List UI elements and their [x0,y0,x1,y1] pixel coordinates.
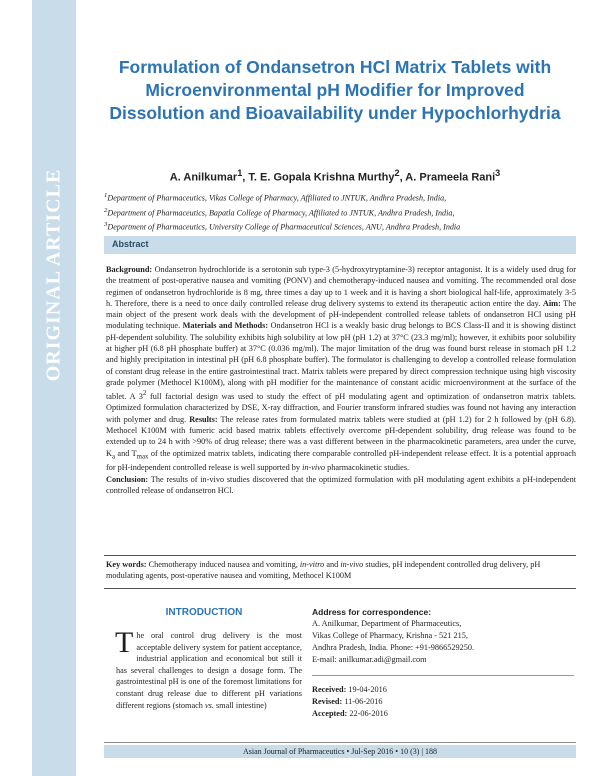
abstract-paragraph: Background: Ondansetron hydrochloride is a serotonin sub type-3 (5-hydroxytryptamine-3) receptor antagonist. It is a widely used drug for the treatment of post-operative nausea and vomiting (PONV) and chemotherapy-induced nausea and vomiting. The recommended oral dose regimen of ondansetron hydrochloride is 8 mg, three times a day up to 1 week and it is having a short biological half-life, approximately 3-5 h. Therefore, there is a need to once daily controlled release drug delivery systems to extend its therapeutic action entire the day. Aim: The main object of the present work deals with the development of pH-independent controlled release tablets of ondansetron HCl using pH modulating technique. Materials and Methods: Ondansetron HCl is a weakly basic drug belongs to BCS Class-II and it is showing distinct pH-dependent solubility. The solubility exhibits high solubility at low pH (pH 1.2) at 37°C (23.3 mg/ml); however, it exhibits poor solubility at higher pH (6.8 pH phosphate buffer) at 37°C (0.036 mg/ml). The major limitation of the drug was found burst release in stomach pH 1.2 and highly precipitation in intestinal pH (pH 6.8 phosphate buffer). The formulator is challenging to develop a controlled release formulation of constant drug release in the entire gastrointestinal tract. Matrix tablets were prepared by direct compression technique using high viscosity grade polymer (Methocel K100M), along with pH modifier for the maintenance of constant acidic microenvironment at the surface of the tablet. A $3^2$ full factorial design was used to study the effect of pH modulating agent and optimization of ondansetron matrix tablets. Optimized formulation characterized by DSE, X-ray diffraction, and Fourier transform infrared studies was found not having any interaction with polymer and drug. Results: The release rates from formulated matrix tablets were studied at (pH 1.2) for 2 h followed by (pH 6.8). Methocel K100M with fumeric acid based matrix tablets effectively overcome pH-dependent solubility, drug release was found to be extended up to 24 h with >90% of drug release; there was a vast different between in the pharmacokinetic parameters, area under the curve, $K_a$ and $T_{max}$ of the optimized matrix tablets, indicating there comparable controlled pH-independent release effect. It is a potential approach for pH-independent controlled release is well supported by in-vivo pharmacokinetic studies. [106,265,576,473]
author-name: A. Anilkumar [169,171,238,184]
abstract-conclusion: Conclusion: The results of in-vivo studies discovered that the optimized formulation with pH modulating agent exhibits a pH-independent controlled release of ondansetron HCl. [106,474,576,496]
correspondence-block [312,606,574,666]
keywords: Key words: Chemotherapy induced nausea and vomiting, in-vitro and in-vivo studies, pH independent controlled drug delivery, pH modulating agents, post-operative nausea and vomiting, Methocel K100M [106,560,541,581]
divider [312,675,574,676]
received-date: Received: 19-04-2016 [312,685,387,694]
author-list: A. Anilkumar$^1$, T. E. Gopala Krishna Murthy$^2$, A. Prameela Rani$^3$ [169,168,501,184]
divider [104,588,576,589]
section-heading: INTRODUCTION [165,607,243,618]
correspondence-line: A. Anilkumar, Department of Pharmaceutics, [312,619,462,628]
author-name: T. E. Gopala Krishna Murthy [248,171,395,184]
drop-cap: T [115,626,134,659]
sidebar-band [32,0,76,776]
correspondence-line: Vikas College of Pharmacy, Krishna - 521 215, [312,631,468,640]
article-type-label: ORIGINAL ARTICLE [42,168,65,382]
abstract-body [106,264,576,496]
correspondence-heading: Address for correspondence: [312,607,432,617]
paper-title: Formulation of Ondansetron HCl Matrix Tablets with Microenvironmental pH Modifier for Improved Dissolution and Bioavailability under Hypochlorhydria [109,57,561,123]
divider [104,742,576,743]
affiliation: $^1$Department of Pharmaceutics, Vikas College of Pharmacy, Affiliated to JNTUK, Andhra Pradesh, India, [104,192,447,203]
correspondence-line: Andhra Pradesh, India. Phone: +91-9866529250. [312,643,475,652]
abstract-heading: Abstract [112,239,149,249]
dates-block [312,684,574,720]
introduction-paragraph: The oral control drug delivery is the most acceptable delivery system for patient acceptance, industrial application and economical but still it has several challenges to design a dosage form. The gastrointestinal pH is one of the foremost limitations for constant drug release due to different pH variations different regions (stomach vs. small intestine) [115,626,302,710]
affiliation: $^3$Department of Pharmaceutics, University College of Pharmaceutical Sciences, ANU, Andhra Pradesh, India [104,221,461,233]
page-footer: Asian Journal of Pharmaceutics • Jul-Sep 2016 • 10 (3) | 188 [104,745,576,758]
correspondence-email: E-mail: anilkumar.adi@gmail.com [312,655,427,664]
abstract-header-band [104,236,576,254]
affiliations [104,190,574,234]
revised-date: Revised: 11-06-2016 [312,697,383,706]
accepted-date: Accepted: 22-06-2016 [312,709,388,718]
affiliation: $^2$Department of Pharmaceutics, Bapatla College of Pharmacy, Affiliated to JNTUK, Andhra Pradesh, India, [104,206,455,218]
divider [104,555,576,556]
author-name: A. Prameela Rani [405,171,496,184]
